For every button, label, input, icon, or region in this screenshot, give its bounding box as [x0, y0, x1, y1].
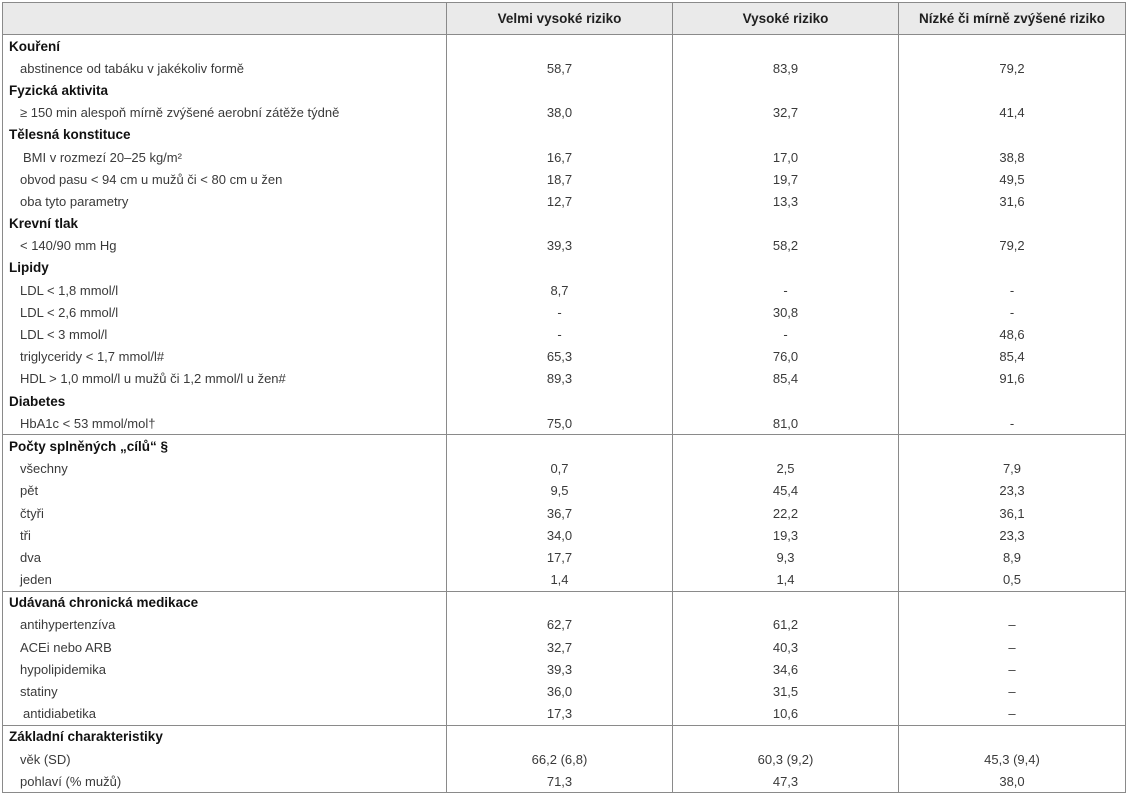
- cell-low-risk: [899, 726, 1125, 748]
- cell-very-high-risk: 36,0: [447, 680, 673, 702]
- cell-very-high-risk: [447, 213, 673, 235]
- cell-high-risk: 40,3: [673, 636, 899, 658]
- row-label: Udávaná chronická medikace: [3, 592, 447, 614]
- row-label: statiny: [3, 680, 447, 702]
- cell-high-risk: [673, 726, 899, 748]
- row-label: dva: [3, 546, 447, 568]
- row-label: Počty splněných „cílů“ §: [3, 435, 447, 457]
- cell-very-high-risk: [447, 79, 673, 101]
- table-row: [3, 368, 1125, 390]
- cell-high-risk: 85,4: [673, 368, 899, 390]
- cell-high-risk: 76,0: [673, 346, 899, 368]
- row-label: antidiabetika: [3, 703, 447, 725]
- cell-low-risk: [899, 35, 1125, 57]
- section-header-row: [3, 725, 1125, 748]
- cell-very-high-risk: 39,3: [447, 235, 673, 257]
- row-label: LDL < 3 mmol/l: [3, 323, 447, 345]
- cell-very-high-risk: [447, 124, 673, 146]
- cell-high-risk: 1,4: [673, 569, 899, 591]
- cell-low-risk: 79,2: [999, 238, 1025, 254]
- cell-high-risk: 10,6: [673, 703, 899, 725]
- row-label: Fyzická aktivita: [3, 79, 447, 101]
- cell-high-risk: 30,8: [673, 301, 899, 323]
- cell-very-high-risk: 58,7: [447, 57, 673, 79]
- cell-low-risk: 41,4: [999, 105, 1025, 121]
- cell-low-risk: [899, 390, 1125, 412]
- table-row: [3, 323, 1125, 345]
- cell-very-high-risk: 8,7: [447, 279, 673, 301]
- cell-low-risk: 48,6: [999, 327, 1025, 343]
- cell-very-high-risk: -: [447, 301, 673, 323]
- row-label: Kouření: [3, 35, 447, 57]
- cell-high-risk: [673, 213, 899, 235]
- row-label: pět: [3, 480, 447, 502]
- cell-very-high-risk: 66,2 (6,8): [447, 748, 673, 770]
- cell-low-risk: -: [1009, 282, 1015, 298]
- cell-high-risk: -: [673, 323, 899, 345]
- cell-low-risk: 7,9: [1002, 461, 1022, 477]
- cell-low-risk: 38,0: [999, 773, 1025, 789]
- table-row: [3, 614, 1125, 636]
- cell-very-high-risk: 12,7: [447, 190, 673, 212]
- cell-high-risk: 60,3 (9,2): [673, 748, 899, 770]
- cell-very-high-risk: 38,0: [447, 102, 673, 124]
- cell-low-risk: 0,5: [1002, 572, 1022, 588]
- cell-very-high-risk: -: [447, 323, 673, 345]
- section-header-row: [3, 79, 1125, 101]
- row-label: věk (SD): [3, 748, 447, 770]
- cell-very-high-risk: 62,7: [447, 614, 673, 636]
- cell-low-risk: 31,6: [999, 193, 1025, 209]
- table-row: [3, 636, 1125, 658]
- cell-very-high-risk: 16,7: [447, 146, 673, 168]
- table-row: [3, 301, 1125, 323]
- cell-high-risk: [673, 257, 899, 279]
- cell-low-risk: 91,6: [999, 371, 1025, 387]
- cell-very-high-risk: [447, 726, 673, 748]
- cell-very-high-risk: 65,3: [447, 346, 673, 368]
- cell-low-risk: 38,8: [999, 149, 1025, 165]
- table-row: [3, 502, 1125, 524]
- table-row: [3, 480, 1125, 502]
- row-label: pohlaví (% mužů): [3, 770, 447, 792]
- cell-very-high-risk: 17,3: [447, 703, 673, 725]
- row-label: Krevní tlak: [3, 213, 447, 235]
- row-label: HbA1c < 53 mmol/mol†: [3, 412, 447, 434]
- cell-high-risk: 2,5: [673, 458, 899, 480]
- cell-very-high-risk: 34,0: [447, 524, 673, 546]
- table-row: [3, 190, 1125, 212]
- table-row: [3, 146, 1125, 168]
- cell-high-risk: 47,3: [673, 770, 899, 792]
- cell-low-risk: [899, 124, 1125, 146]
- table-row: [3, 57, 1125, 79]
- table-row: [3, 658, 1125, 680]
- cell-very-high-risk: 75,0: [447, 412, 673, 434]
- risk-factor-table: [2, 2, 1126, 793]
- cell-low-risk: -: [1009, 415, 1015, 431]
- section-header-row: [3, 124, 1125, 146]
- row-label: Tělesná konstituce: [3, 124, 447, 146]
- row-label: Lipidy: [3, 257, 447, 279]
- table-row: [3, 102, 1125, 124]
- cell-low-risk: 85,4: [999, 349, 1025, 365]
- cell-very-high-risk: 32,7: [447, 636, 673, 658]
- cell-very-high-risk: 36,7: [447, 502, 673, 524]
- cell-low-risk: 8,9: [1002, 549, 1022, 565]
- cell-high-risk: [673, 435, 899, 457]
- cell-low-risk: 23,3: [999, 483, 1025, 499]
- cell-very-high-risk: [447, 35, 673, 57]
- cell-high-risk: 22,2: [673, 502, 899, 524]
- section-header-row: [3, 213, 1125, 235]
- cell-low-risk: [899, 257, 1125, 279]
- cell-high-risk: 13,3: [673, 190, 899, 212]
- cell-low-risk: [899, 213, 1125, 235]
- cell-low-risk: [899, 592, 1125, 614]
- table-row: [3, 346, 1125, 368]
- cell-high-risk: 34,6: [673, 658, 899, 680]
- cell-low-risk: 79,2: [999, 60, 1025, 76]
- section-header-row: [3, 390, 1125, 412]
- row-label: oba tyto parametry: [3, 190, 447, 212]
- cell-very-high-risk: [447, 592, 673, 614]
- cell-low-risk: [899, 79, 1125, 101]
- cell-very-high-risk: 1,4: [447, 569, 673, 591]
- row-label: Diabetes: [3, 390, 447, 412]
- row-label: LDL < 2,6 mmol/l: [3, 301, 447, 323]
- cell-high-risk: 45,4: [673, 480, 899, 502]
- cell-high-risk: 19,7: [673, 168, 899, 190]
- table-row: [3, 168, 1125, 190]
- header-label-column: [3, 3, 447, 34]
- row-label: všechny: [3, 458, 447, 480]
- cell-low-risk: –: [1008, 684, 1016, 700]
- cell-low-risk: 49,5: [999, 171, 1025, 187]
- cell-high-risk: [673, 124, 899, 146]
- row-label: antihypertenzíva: [3, 614, 447, 636]
- table-row: [3, 524, 1125, 546]
- cell-high-risk: 32,7: [673, 102, 899, 124]
- cell-very-high-risk: 39,3: [447, 658, 673, 680]
- cell-high-risk: [673, 35, 899, 57]
- cell-high-risk: 83,9: [673, 57, 899, 79]
- table-row: [3, 546, 1125, 568]
- cell-low-risk: -: [1009, 304, 1015, 320]
- row-label: hypolipidemika: [3, 658, 447, 680]
- section-header-row: [3, 257, 1125, 279]
- cell-low-risk: 36,1: [999, 505, 1025, 521]
- row-label: LDL < 1,8 mmol/l: [3, 279, 447, 301]
- cell-very-high-risk: 0,7: [447, 458, 673, 480]
- cell-high-risk: [673, 390, 899, 412]
- cell-high-risk: 9,3: [673, 546, 899, 568]
- table-row: [3, 703, 1125, 725]
- row-label: < 140/90 mm Hg: [3, 235, 447, 257]
- cell-high-risk: 58,2: [673, 235, 899, 257]
- cell-high-risk: 17,0: [673, 146, 899, 168]
- cell-high-risk: [673, 592, 899, 614]
- cell-high-risk: 19,3: [673, 524, 899, 546]
- table-header: [3, 2, 1125, 35]
- table-row: [3, 412, 1125, 434]
- cell-very-high-risk: 9,5: [447, 480, 673, 502]
- row-label: ≥ 150 min alespoň mírně zvýšené aerobní zátěže týdně: [3, 102, 447, 124]
- cell-very-high-risk: 17,7: [447, 546, 673, 568]
- cell-low-risk: –: [1008, 639, 1016, 655]
- table-row: [3, 569, 1125, 591]
- cell-very-high-risk: 89,3: [447, 368, 673, 390]
- row-label: ACEi nebo ARB: [3, 636, 447, 658]
- cell-low-risk: 23,3: [999, 527, 1025, 543]
- section-header-row: [3, 35, 1125, 57]
- cell-high-risk: [673, 79, 899, 101]
- cell-low-risk: –: [1008, 617, 1016, 633]
- header-high-risk: Vysoké riziko: [673, 3, 899, 34]
- row-label: BMI v rozmezí 20–25 kg/m²: [3, 146, 447, 168]
- cell-low-risk: –: [1008, 661, 1016, 677]
- cell-very-high-risk: 18,7: [447, 168, 673, 190]
- header-low-risk: Nízké či mírně zvýšené riziko: [918, 11, 1106, 26]
- row-label: Základní charakteristiky: [3, 726, 447, 748]
- cell-low-risk: 45,3 (9,4): [984, 751, 1040, 767]
- table-row: [3, 235, 1125, 257]
- row-label: čtyři: [3, 502, 447, 524]
- cell-very-high-risk: [447, 257, 673, 279]
- cell-high-risk: 61,2: [673, 614, 899, 636]
- row-label: HDL > 1,0 mmol/l u mužů či 1,2 mmol/l u žen#: [3, 368, 447, 390]
- table-row: [3, 279, 1125, 301]
- cell-very-high-risk: [447, 390, 673, 412]
- row-label: triglyceridy < 1,7 mmol/l#: [3, 346, 447, 368]
- section-header-row: [3, 591, 1125, 614]
- section-header-row: [3, 434, 1125, 457]
- cell-very-high-risk: 71,3: [447, 770, 673, 792]
- table-body: [3, 35, 1125, 792]
- row-label: tři: [3, 524, 447, 546]
- cell-high-risk: 31,5: [673, 680, 899, 702]
- table-row: [3, 770, 1125, 792]
- cell-low-risk: –: [1008, 706, 1016, 722]
- table-row: [3, 458, 1125, 480]
- row-label: jeden: [3, 569, 447, 591]
- cell-very-high-risk: [447, 435, 673, 457]
- header-very-high-risk: Velmi vysoké riziko: [447, 3, 673, 34]
- cell-high-risk: 81,0: [673, 412, 899, 434]
- row-label: obvod pasu < 94 cm u mužů či < 80 cm u žen: [3, 168, 447, 190]
- table-row: [3, 748, 1125, 770]
- row-label: abstinence od tabáku v jakékoliv formě: [3, 57, 447, 79]
- cell-high-risk: -: [673, 279, 899, 301]
- table-row: [3, 680, 1125, 702]
- cell-low-risk: [899, 435, 1125, 457]
